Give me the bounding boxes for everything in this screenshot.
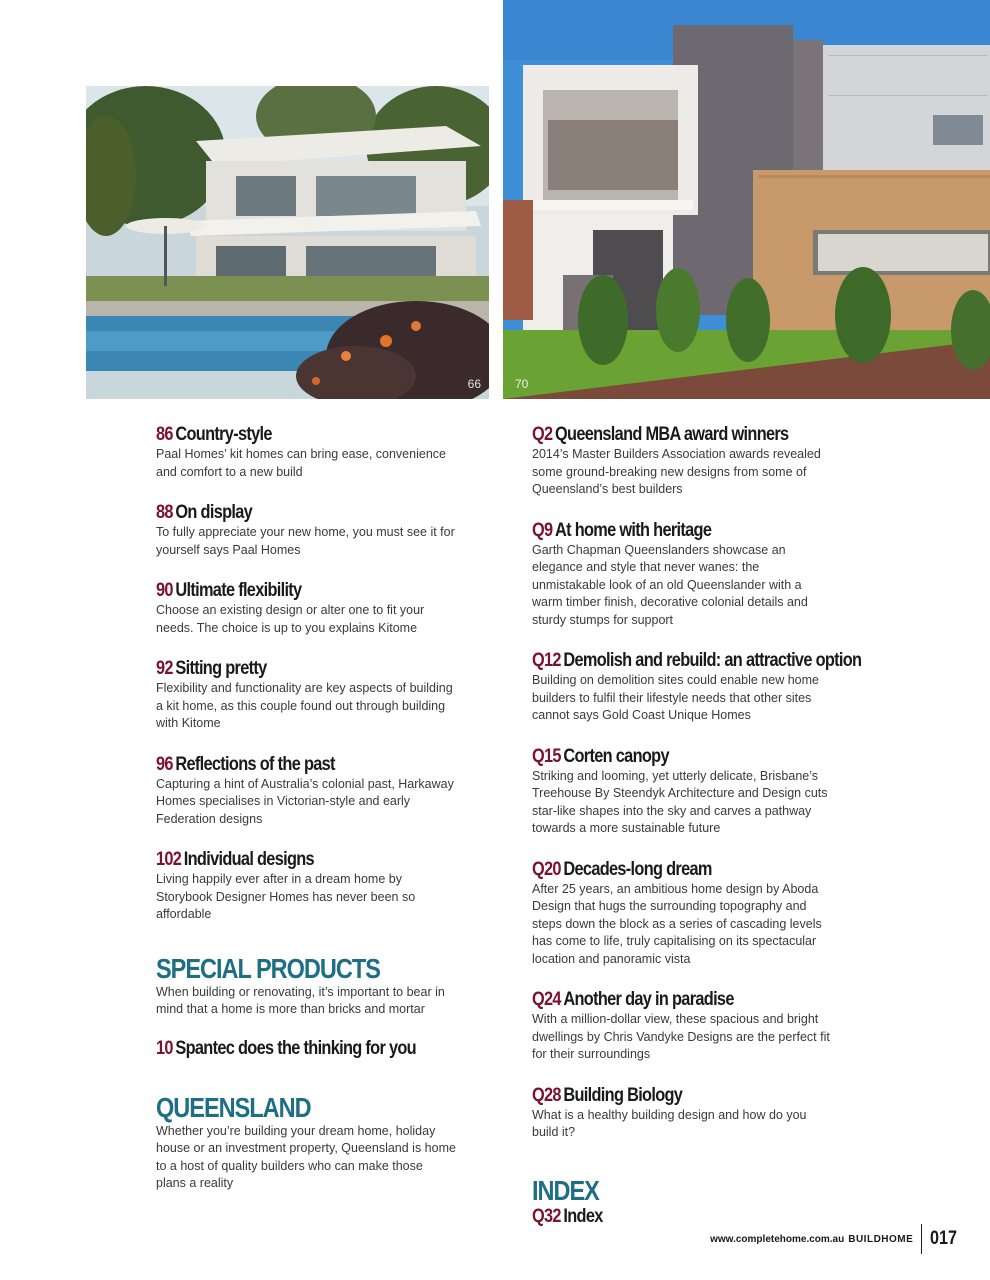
footer-divider — [921, 1224, 922, 1254]
entry-page-number: Q32 — [532, 1205, 561, 1227]
entry-title: Country-style — [175, 424, 272, 445]
entry-title: Spantec does the thinking for you — [175, 1037, 416, 1059]
contents-right-column — [532, 424, 862, 1228]
magazine-brand: BUILDHOME — [848, 1233, 914, 1245]
entry-description: Garth Chapman Queenslanders showcase an elegance and style that never wanes: the unmistakable look of an old Queenslander with a warm timber finish, decorative colonial details and sturdy stumps for support — [532, 542, 808, 627]
section-heading: INDEX — [532, 1174, 599, 1206]
contents-entry[interactable] — [532, 424, 832, 499]
entry-page-number: 92 — [156, 658, 173, 679]
entry-description: Capturing a hint of Australia’s colonial past, Harkaway Homes specialises in Victorian-style and early Federation designs — [156, 776, 454, 826]
entry-title: Index — [563, 1205, 603, 1227]
website-url[interactable]: www.completehome.com.au — [710, 1233, 845, 1245]
entry-page-number: 10 — [156, 1037, 173, 1059]
entry-description: Living happily ever after in a dream home by Storybook Designer Homes has never been so affordable — [156, 872, 416, 921]
entry-description: Striking and looming, yet utterly delicate, Brisbane’s Treehouse By Steendyk Architecture and Design cuts star-like shapes into the sky and carves a pathway towards a more sustainable future — [532, 768, 828, 835]
entry-page-number: Q9 — [532, 519, 553, 541]
section-description: When building or renovating, it’s important to bear in mind that a home is more than bricks and mortar — [156, 984, 445, 1016]
contents-left-column — [156, 424, 456, 1193]
entry-page-number: Q15 — [532, 745, 561, 767]
entry-description: Flexibility and functionality are key aspects of building a kit home, as this couple found out through building with Kitome — [156, 681, 453, 730]
entry-description: Paal Homes’ kit homes can bring ease, convenience and comfort to a new build — [156, 447, 446, 479]
special-products-section — [156, 954, 456, 1019]
index-section — [532, 1176, 832, 1206]
photo-page-ref: 66 — [467, 377, 481, 391]
entry-title: Building Biology — [563, 1084, 683, 1106]
entry-page-number: Q28 — [532, 1084, 561, 1106]
page-footer — [710, 1224, 962, 1254]
section-description: Whether you’re building your dream home, holiday house or an investment property, Queensland is home to a host of quality builders who can make those plans a reality — [156, 1123, 456, 1190]
section-heading: SPECIAL PRODUCTS — [156, 952, 380, 984]
contents-entry[interactable] — [156, 1038, 456, 1060]
entry-description: To fully appreciate your new home, you must see it for yourself says Paal Homes — [156, 525, 455, 557]
contents-entry[interactable] — [156, 754, 456, 829]
contents-entry[interactable] — [532, 859, 832, 969]
entry-title: Sitting pretty — [175, 658, 267, 679]
photo-brick-home — [503, 0, 990, 399]
queensland-section — [156, 1093, 456, 1193]
contents-entry[interactable] — [532, 520, 832, 630]
contents-entry[interactable] — [156, 502, 456, 559]
entry-page-number: 102 — [156, 849, 182, 870]
entry-title: At home with heritage — [555, 519, 712, 541]
entry-title: Demolish and rebuild: an attractive option — [563, 650, 862, 671]
entry-page-number: Q20 — [532, 858, 561, 880]
entry-description: After 25 years, an ambitious home design by Aboda Design that hugs the surrounding topography and steps down the block as a series of cascading levels has come to life, truly capitalising on its spectacular location and panoramic vista — [532, 881, 822, 966]
entry-description: Choose an existing design or alter one to fit your needs. The choice is up to you explains Kitome — [156, 603, 425, 635]
entry-description: What is a healthy building design and how do you build it? — [532, 1107, 807, 1139]
entry-page-number: Q2 — [532, 424, 553, 445]
entry-description: With a million-dollar view, these spacious and bright dwellings by Chris Vandyke Designs are the perfect fit for their surroundings — [532, 1012, 830, 1061]
contents-entry[interactable] — [156, 849, 456, 924]
page-number: 017 — [930, 1228, 958, 1249]
entry-title: Reflections of the past — [175, 753, 335, 775]
entry-title: On display — [175, 502, 253, 523]
entry-description: 2014’s Master Builders Association awards revealed some ground-breaking new designs from some of Queensland’s best builders — [532, 447, 821, 496]
contents-entry[interactable] — [532, 746, 832, 838]
entry-page-number: 90 — [156, 580, 173, 601]
entry-title: Queensland MBA award winners — [555, 424, 789, 445]
entry-page-number: Q12 — [532, 650, 561, 671]
section-heading: QUEENSLAND — [156, 1091, 311, 1123]
photo-pool-home — [86, 86, 489, 399]
photo-page-ref: 70 — [515, 377, 529, 391]
contents-entry[interactable] — [156, 424, 456, 481]
entry-page-number: 96 — [156, 753, 173, 775]
entry-page-number: Q24 — [532, 989, 561, 1010]
contents-entry[interactable] — [532, 650, 862, 725]
entry-description: Building on demolition sites could enable new home builders to fulfil their lifestyle needs that other sites cannot says Gold Coast Unique Homes — [532, 673, 819, 722]
contents-entry[interactable] — [532, 989, 832, 1064]
contents-entry[interactable] — [156, 580, 456, 637]
entry-title: Decades-long dream — [563, 858, 712, 880]
contents-entry[interactable] — [532, 1085, 832, 1142]
entry-page-number: 86 — [156, 424, 173, 445]
entry-page-number: 88 — [156, 502, 173, 523]
contents-entry[interactable] — [156, 658, 456, 733]
entry-title: Another day in paradise — [563, 989, 734, 1010]
entry-title: Corten canopy — [563, 745, 669, 767]
entry-title: Individual designs — [183, 849, 314, 870]
entry-title: Ultimate flexibility — [175, 580, 302, 601]
